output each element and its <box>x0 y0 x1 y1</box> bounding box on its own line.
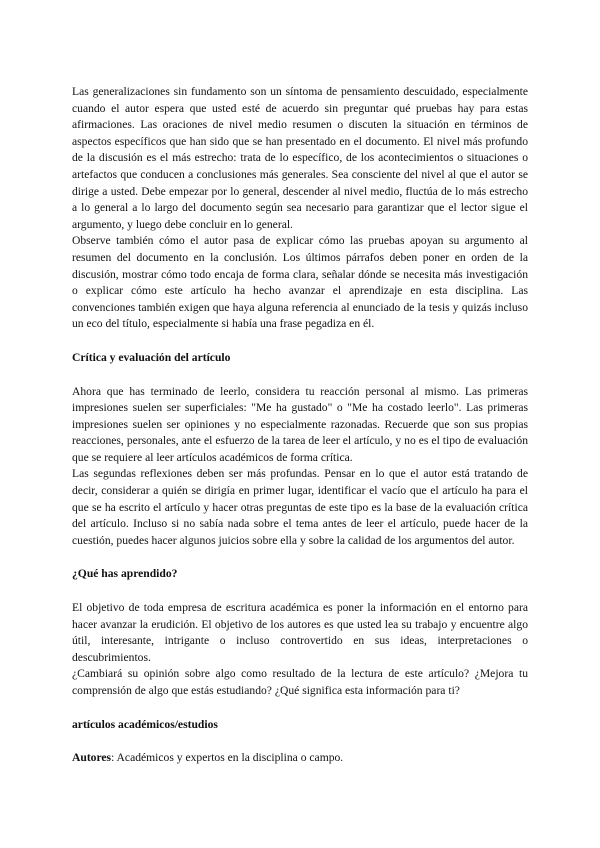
document-page <box>72 84 528 767</box>
intro-paragraph-1: Las generalizaciones sin fundamento son un síntoma de pensamiento descuidado, especialmente cuando el autor espera que usted esté de acuerdo sin preguntar qué pruebas hay para estas afirmaciones. Las oraciones de nivel medio resumen o discuten la situación en términos de aspectos específicos que han sido que se han presentado en el documento. El nivel más profundo de la discusión es el más estrecho: trata de lo específico, de los acontecimientos o situaciones o artefactos que conducen a conclusiones más generales. Sea consciente del nivel al que el autor se dirige a usted. Debe empezar por lo general, descender al nivel medio, fluctúa de lo más estrecho a lo general a lo largo del documento según sea necesario para garantizar que el lector sigue el argumento, y luego debe concluir en lo general. <box>72 85 528 231</box>
heading-critica: Crítica y evaluación del artículo <box>72 350 231 364</box>
intro-paragraph-2: Observe también cómo el autor pasa de explicar cómo las pruebas apoyan su argumento al resumen del documento en la conclusión. Los últimos párrafos deben poner en orden de la discusión, mostrar cómo todo encaja de forma clara, señalar dónde se necesita más investigación o explicar cómo este artículo ha hecho avanzar el aprendizaje en esta disciplina. Las convenciones también exigen que haya alguna referencia al enunciado de la tesis y quizás incluso un eco del título, especialmente si había una frase pegadiza en él. <box>72 234 528 331</box>
heading-aprendido: ¿Qué has aprendido? <box>72 567 178 581</box>
critica-paragraph-2: Las segundas reflexiones deben ser más profundas. Pensar en lo que el autor está tratando de decir, considerar a quién se dirigía en primer lugar, identificar el vacío que el artículo ha para el que se ha escrito el artículo y hacer otras preguntas de este tipo es la base de la evaluación crítica del artículo. Incluso si no sabía nada sobre el tema antes de leer el artículo, puede hacer de la cuestión, puedes hacer algunos juicios sobre ella y sobre la calidad de los argumentos del autor. <box>72 467 528 547</box>
heading-articulos: artículos académicos/estudios <box>72 717 218 731</box>
aprendido-paragraph-1: El objetivo de toda empresa de escritura académica es poner la información en el entorno para hacer avanzar la erudición. El objetivo de los autores es que usted lea su trabajo y encuentre algo útil, interesante, intrigante o incluso controvertido en sus ideas, interpretaciones o descubrimientos. <box>72 601 528 664</box>
authors-line <box>72 750 528 767</box>
critica-paragraph-1: Ahora que has terminado de leerlo, considera tu reacción personal al mismo. Las primeras impresiones suelen ser superficiales: "Me ha gustado" o "Me ha costado leerlo". Las primeras impresiones suelen ser opiniones y no especialmente razonadas. Recuerde que son sus propias reacciones, personales, ante el esfuerzo de la tarea de leer el artículo, y no es el tipo de evaluación que se requiere al leer artículos académicos de forma crítica. <box>72 384 528 464</box>
aprendido-paragraph-2: ¿Cambiará su opinión sobre algo como resultado de la lectura de este artículo? ¿Mejora tu comprensión de algo que estás estudiando? ¿Qué significa esta información para ti? <box>72 667 528 697</box>
authors-text: : Académicos y expertos en la disciplina o campo. <box>111 751 344 765</box>
authors-label: Autores <box>72 751 112 765</box>
